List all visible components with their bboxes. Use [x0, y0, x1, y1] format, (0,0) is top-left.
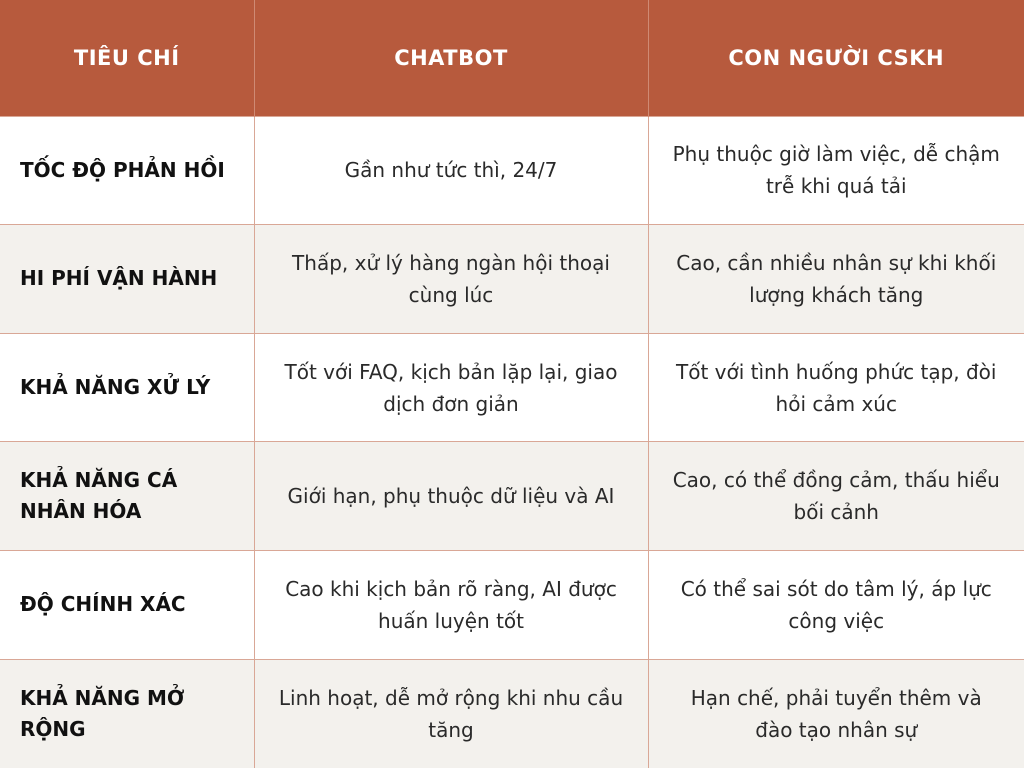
- chatbot-cell: Thấp, xử lý hàng ngàn hội thoại cùng lúc: [254, 225, 648, 334]
- human-cell: Cao, có thể đồng cảm, thấu hiểu bối cảnh: [648, 442, 1024, 551]
- chatbot-cell: Giới hạn, phụ thuộc dữ liệu và AI: [254, 442, 648, 551]
- human-cell: Hạn chế, phải tuyển thêm và đào tạo nhân sự: [648, 659, 1024, 768]
- table-row: [0, 333, 1024, 442]
- criteria-cell: KHẢ NĂNG XỬ LÝ: [0, 333, 254, 442]
- chatbot-cell: Linh hoạt, dễ mở rộng khi nhu cầu tăng: [254, 659, 648, 768]
- chatbot-cell: Cao khi kịch bản rõ ràng, AI được huấn luyện tốt: [254, 551, 648, 660]
- table-row: [0, 225, 1024, 334]
- chatbot-cell: Tốt với FAQ, kịch bản lặp lại, giao dịch đơn giản: [254, 333, 648, 442]
- chatbot-cell: Gần như tức thì, 24/7: [254, 116, 648, 225]
- table-row: [0, 442, 1024, 551]
- criteria-cell: TỐC ĐỘ PHẢN HỒI: [0, 116, 254, 225]
- criteria-cell: KHẢ NĂNG CÁ NHÂN HÓA: [0, 442, 254, 551]
- criteria-cell: KHẢ NĂNG MỞ RỘNG: [0, 659, 254, 768]
- header-criteria: TIÊU CHÍ: [0, 0, 254, 116]
- table-row: [0, 551, 1024, 660]
- header-human-cskh: CON NGƯỜI CSKH: [648, 0, 1024, 116]
- criteria-cell: ĐỘ CHÍNH XÁC: [0, 551, 254, 660]
- table-row: [0, 116, 1024, 225]
- header-chatbot: CHATBOT: [254, 0, 648, 116]
- human-cell: Tốt với tình huống phức tạp, đòi hỏi cảm xúc: [648, 333, 1024, 442]
- human-cell: Phụ thuộc giờ làm việc, dễ chậm trễ khi quá tải: [648, 116, 1024, 225]
- criteria-cell: HI PHÍ VẬN HÀNH: [0, 225, 254, 334]
- human-cell: Có thể sai sót do tâm lý, áp lực công việc: [648, 551, 1024, 660]
- table-header-row: [0, 0, 1024, 116]
- human-cell: Cao, cần nhiều nhân sự khi khối lượng khách tăng: [648, 225, 1024, 334]
- table-row: [0, 659, 1024, 768]
